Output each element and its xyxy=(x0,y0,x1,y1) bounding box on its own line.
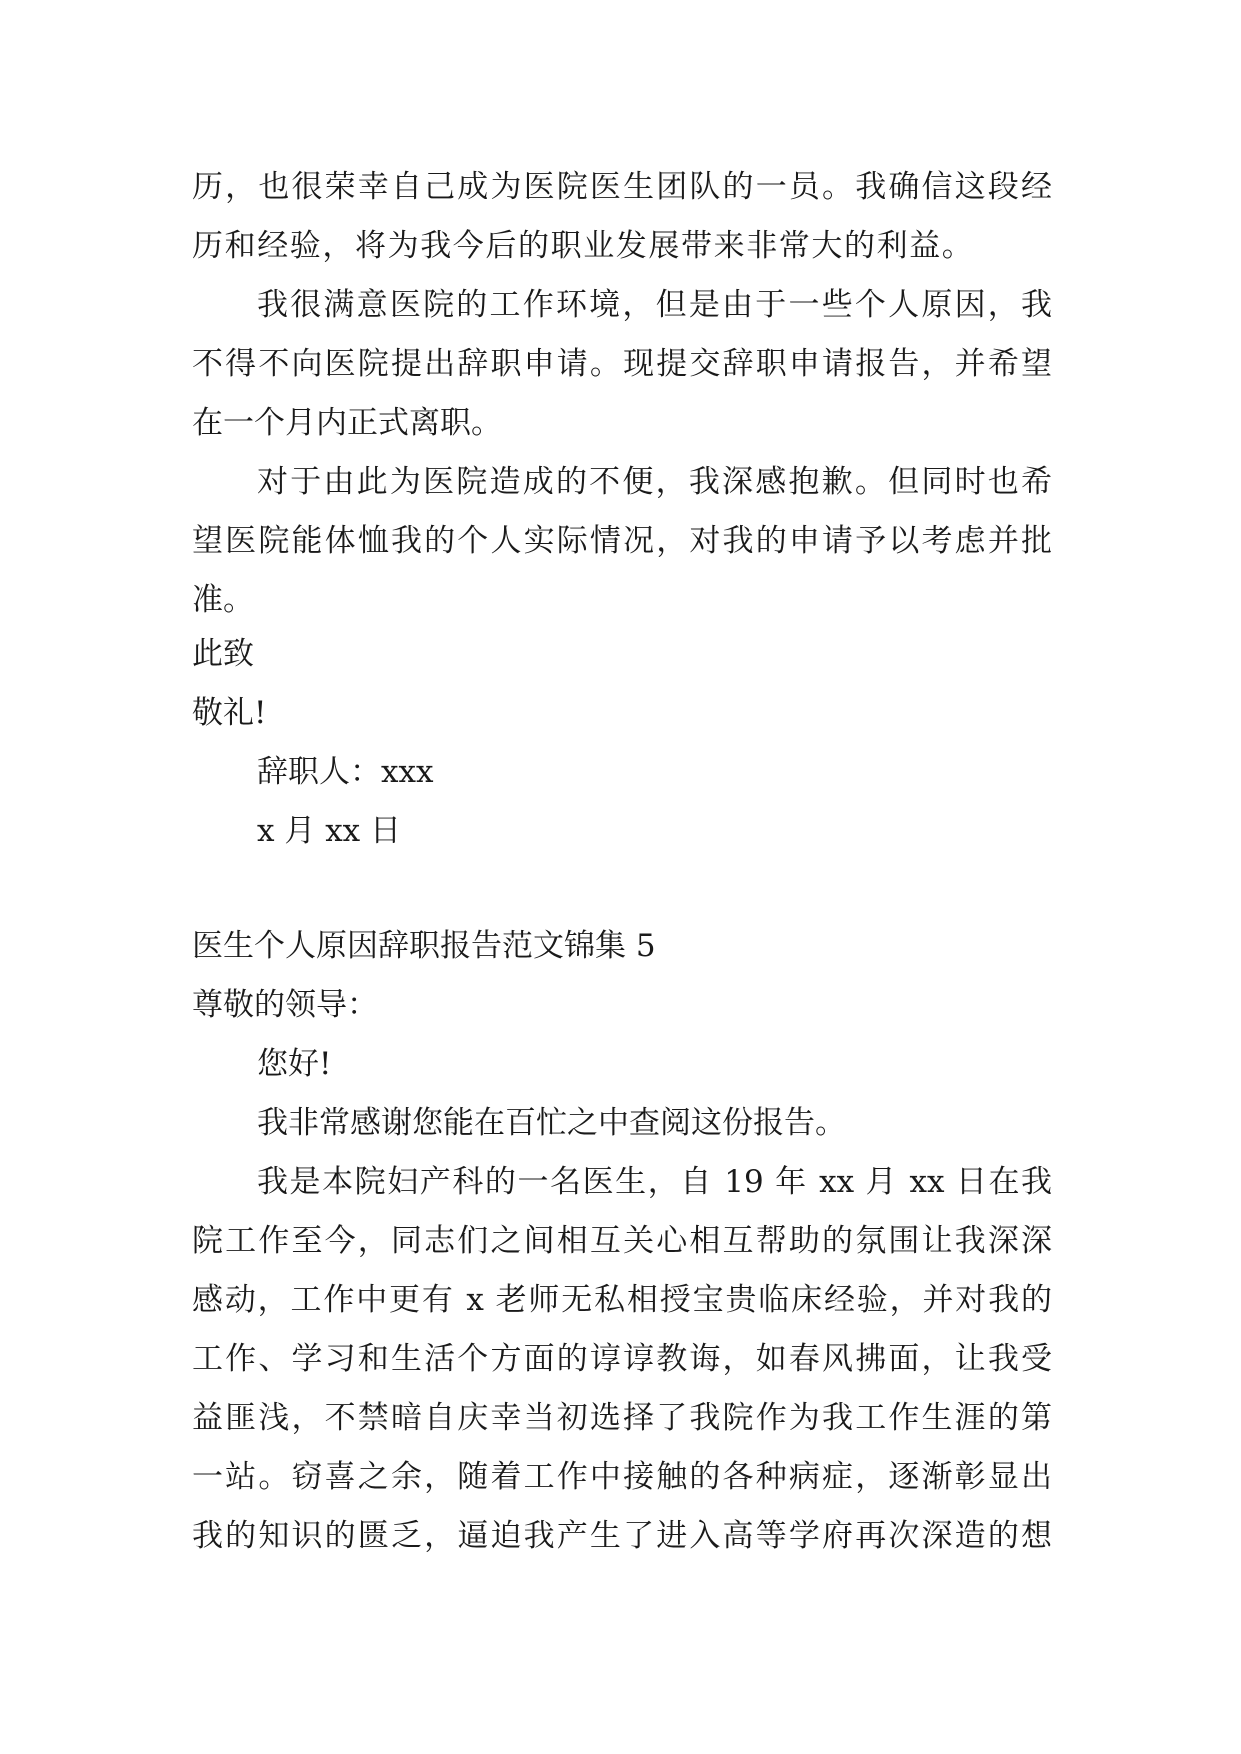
paragraph-line: 益匪浅，不禁暗自庆幸当初选择了我院作为我工作生涯的第 xyxy=(192,1400,1052,1436)
paragraph-line: 对于由此为医院造成的不便，我深感抱歉。但同时也希 xyxy=(257,464,1052,500)
section-title: 医生个人原因辞职报告范文锦集 5 xyxy=(192,928,656,964)
greeting-hello: 您好! xyxy=(257,1046,332,1082)
paragraph-line: 感动，工作中更有 x 老师无私相授宝贵临床经验，并对我的 xyxy=(192,1282,1052,1318)
greeting: 尊敬的领导： xyxy=(192,987,378,1023)
paragraph-line: 工作、学习和生活个方面的谆谆教诲，如春风拂面，让我受 xyxy=(192,1341,1052,1377)
paragraph-line: 在一个月内正式离职。 xyxy=(192,405,502,441)
paragraph-line: 我非常感谢您能在百忙之中查阅这份报告。 xyxy=(257,1105,846,1141)
paragraph-line: 一站。窃喜之余，随着工作中接触的各种病症，逐渐彰显出 xyxy=(192,1459,1052,1495)
paragraph-line: 我的知识的匮乏，逼迫我产生了进入高等学府再次深造的想 xyxy=(192,1518,1052,1554)
paragraph-line: 不得不向医院提出辞职申请。现提交辞职申请报告，并希望 xyxy=(192,346,1052,382)
paragraph-line: 院工作至今，同志们之间相互关心相互帮助的氛围让我深深 xyxy=(192,1223,1052,1259)
signature-name: 辞职人：xxx xyxy=(257,754,434,790)
closing-salutation: 此致 xyxy=(192,636,254,672)
paragraph-line: 历和经验，将为我今后的职业发展带来非常大的利益。 xyxy=(192,228,975,264)
paragraph-line: 我是本院妇产科的一名医生，自 19 年 xx 月 xx 日在我 xyxy=(257,1164,1052,1200)
signature-date: x 月 xx 日 xyxy=(257,813,402,849)
paragraph-line: 望医院能体恤我的个人实际情况，对我的申请予以考虑并批 xyxy=(192,523,1052,559)
paragraph-line: 准。 xyxy=(192,582,254,618)
paragraph-line: 历，也很荣幸自己成为医院医生团队的一员。我确信这段经 xyxy=(192,169,1052,205)
paragraph-line: 我很满意医院的工作环境，但是由于一些个人原因，我 xyxy=(257,287,1052,323)
closing-regards: 敬礼! xyxy=(192,695,267,731)
